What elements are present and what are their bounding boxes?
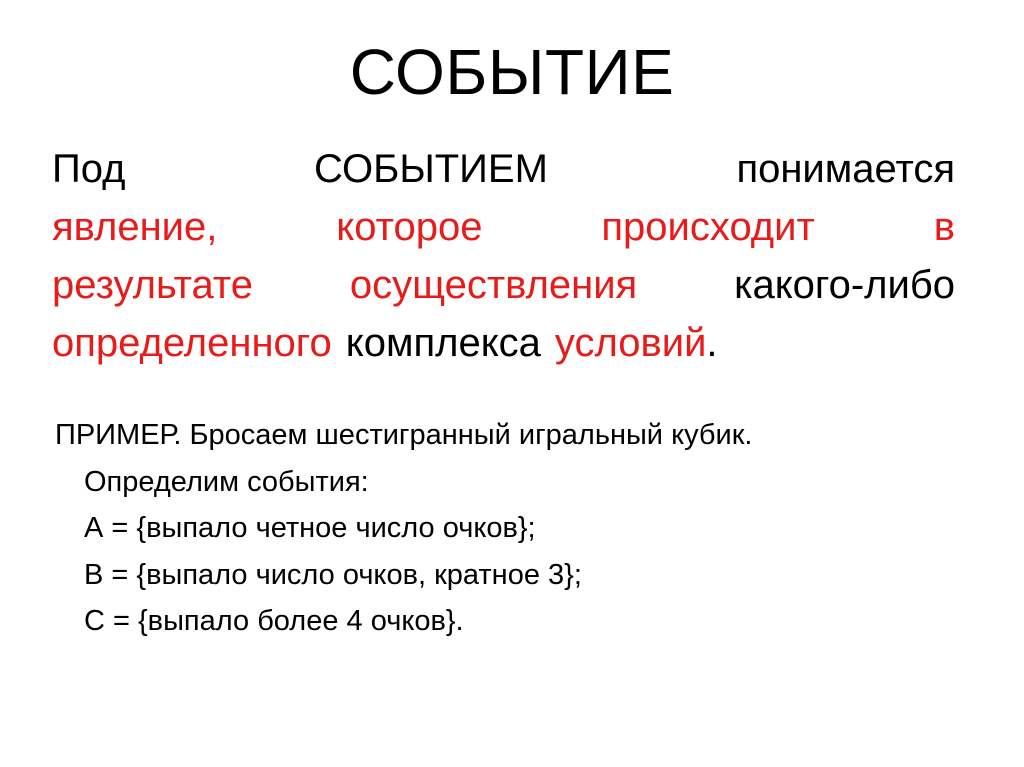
- word-pod: Под: [52, 147, 126, 191]
- event-c: С = {выпало более 4 очков}.: [84, 605, 464, 637]
- definition-line-3: [52, 256, 955, 314]
- word-yavlenie: явление,: [52, 205, 218, 249]
- slide-title: СОБЫТИЕ: [349, 36, 675, 108]
- example-block: [55, 412, 975, 645]
- example-heading: ПРИМЕР. Бросаем шестигранный игральный кубик.: [55, 419, 753, 451]
- definition-line-1: [52, 140, 955, 198]
- definition-line-2: [52, 198, 955, 256]
- definition-line-4: [52, 314, 955, 372]
- word-v: в: [933, 205, 955, 249]
- definition-period: .: [706, 321, 718, 365]
- word-kotoroe: которое: [336, 205, 483, 249]
- event-a: А = {выпало четное число очков};: [84, 512, 536, 544]
- word-opredelennogo: определенного: [52, 321, 332, 365]
- event-b: В = {выпало число очков, кратное 3};: [84, 558, 582, 591]
- definition-paragraph: [52, 140, 955, 372]
- word-sobytiem: СОБЫТИЕМ: [313, 147, 548, 191]
- word-ponimaetsya: понимается: [736, 147, 955, 191]
- example-intro: Определим события:: [84, 465, 369, 498]
- word-kakogo-libo: какого-либо: [734, 263, 955, 307]
- word-kompleksa: комплекса: [345, 321, 541, 365]
- word-usloviy: условий: [554, 321, 707, 365]
- word-rezultate: результате: [52, 263, 254, 307]
- word-osushchestvleniya: осуществления: [349, 263, 638, 307]
- word-proiskhodit: происходит: [601, 205, 815, 249]
